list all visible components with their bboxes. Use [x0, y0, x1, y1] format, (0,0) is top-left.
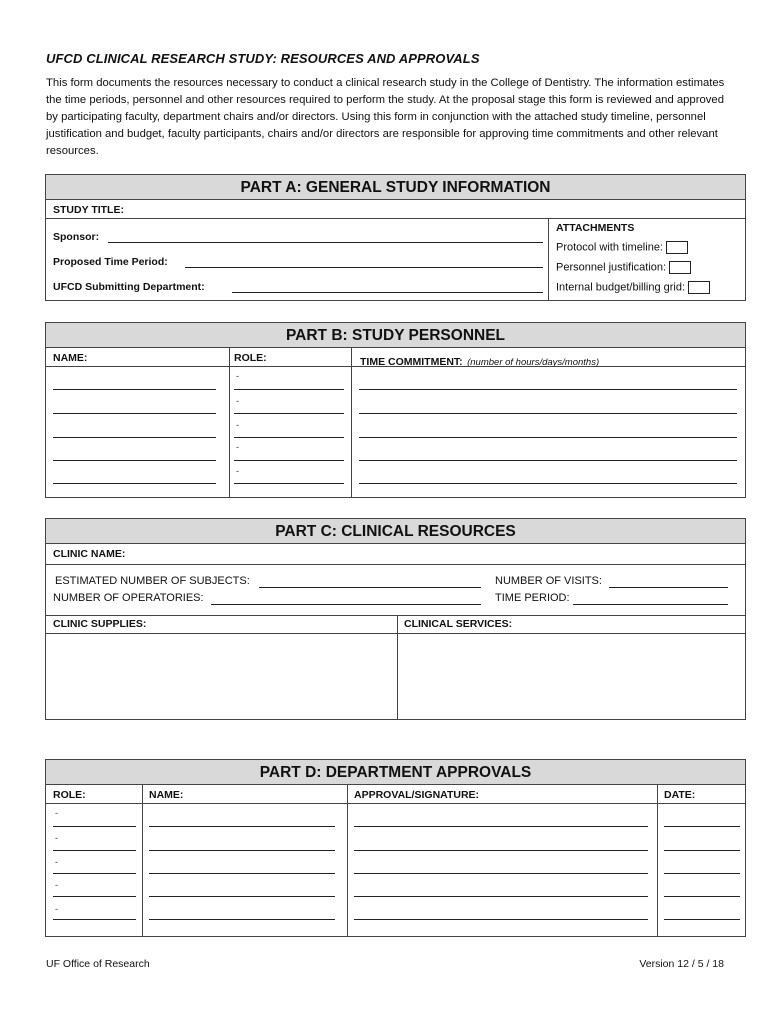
- personnel-time-field[interactable]: [359, 389, 737, 390]
- time-commitment-note: (number of hours/days/months): [467, 357, 600, 368]
- personnel-name-field[interactable]: [53, 483, 216, 484]
- role-bullet: -: [236, 371, 239, 381]
- subjects-label: ESTIMATED NUMBER OF SUBJECTS:: [55, 575, 250, 587]
- approval-role-field[interactable]: [53, 826, 136, 827]
- personnel-name-field[interactable]: [53, 413, 216, 414]
- approval-signature-field[interactable]: [354, 826, 648, 827]
- subjects-field[interactable]: [259, 587, 481, 588]
- attachment-personnel: [556, 261, 691, 274]
- operatories-field[interactable]: [211, 604, 481, 605]
- clinic-name-label: CLINIC NAME:: [53, 548, 126, 560]
- attachment-budget-label: Internal budget/billing grid:: [556, 281, 686, 294]
- approval-date-field[interactable]: [664, 919, 740, 920]
- time-period-field[interactable]: [185, 267, 543, 268]
- col-name-label: NAME:: [53, 352, 88, 364]
- col-role-label: ROLE:: [234, 352, 267, 364]
- approval-name-field[interactable]: [149, 919, 335, 920]
- sponsor-field[interactable]: [108, 242, 543, 243]
- clinic-supplies-area[interactable]: [47, 634, 396, 718]
- role-bullet: -: [55, 857, 58, 867]
- approval-date-field[interactable]: [664, 873, 740, 874]
- clinical-services-area[interactable]: [399, 634, 745, 718]
- approval-signature-field[interactable]: [354, 873, 648, 874]
- approval-role-field[interactable]: [53, 873, 136, 874]
- part-d-heading: PART D: DEPARTMENT APPROVALS: [46, 760, 745, 785]
- role-bullet: -: [236, 396, 239, 406]
- attachments-heading: ATTACHMENTS: [556, 222, 635, 234]
- personnel-name-field[interactable]: [53, 437, 216, 438]
- footer-left: UF Office of Research: [46, 958, 150, 970]
- study-title-label: STUDY TITLE:: [53, 204, 124, 216]
- visits-field[interactable]: [609, 587, 728, 588]
- attachment-protocol: [556, 241, 688, 254]
- approval-role-field[interactable]: [53, 850, 136, 851]
- personnel-time-field[interactable]: [359, 413, 737, 414]
- budget-checkbox[interactable]: [688, 281, 710, 294]
- approval-signature-field[interactable]: [354, 919, 648, 920]
- approval-name-label: NAME:: [149, 789, 184, 801]
- role-bullet: -: [55, 880, 58, 890]
- role-bullet: -: [55, 808, 58, 818]
- department-field[interactable]: [232, 292, 543, 293]
- part-a-section: [45, 174, 746, 301]
- approval-date-field[interactable]: [664, 896, 740, 897]
- part-c-heading: PART C: CLINICAL RESOURCES: [46, 519, 745, 544]
- role-bullet: -: [236, 442, 239, 452]
- approval-signature-field[interactable]: [354, 850, 648, 851]
- approval-date-label: DATE:: [664, 789, 696, 801]
- intro-paragraph: This form documents the resources necessary to conduct a clinical research study in the College of Dentistry. The information estimates the time periods, personnel and other resources required to perform the study. At the proposal stage this form is reviewed and approved by participating faculty, department chairs and/or directors. Using this form in conjunction with the attached study timeline, personnel justification and budget, faculty participants, chairs and/or directors are responsible for approving time commitments and other relevant resources.: [46, 77, 725, 157]
- role-bullet: -: [236, 466, 239, 476]
- personnel-checkbox[interactable]: [669, 261, 691, 274]
- personnel-role-field[interactable]: [234, 483, 344, 484]
- clinic-supplies-label: CLINIC SUPPLIES:: [53, 618, 147, 630]
- approval-name-field[interactable]: [149, 826, 335, 827]
- part-b-section: [45, 322, 746, 498]
- personnel-role-field[interactable]: [234, 460, 344, 461]
- approval-signature-field[interactable]: [354, 896, 648, 897]
- footer-version: Version 12 / 5 / 18: [639, 958, 724, 970]
- time-period-label: TIME PERIOD:: [495, 592, 570, 604]
- part-d-section: [45, 759, 746, 937]
- approval-date-field[interactable]: [664, 826, 740, 827]
- protocol-checkbox[interactable]: [666, 241, 688, 254]
- approval-date-field[interactable]: [664, 850, 740, 851]
- role-bullet: -: [55, 833, 58, 843]
- sponsor-label: Sponsor:: [53, 231, 100, 243]
- clinical-services-label: CLINICAL SERVICES:: [404, 618, 513, 630]
- department-label: UFCD Submitting Department:: [53, 281, 205, 293]
- approval-role-field[interactable]: [53, 919, 136, 920]
- personnel-role-field[interactable]: [234, 413, 344, 414]
- approval-role-label: ROLE:: [53, 789, 86, 801]
- role-bullet: -: [55, 904, 58, 914]
- form-title: UFCD CLINICAL RESEARCH STUDY: RESOURCES AND APPROVALS: [46, 51, 480, 66]
- personnel-time-field[interactable]: [359, 483, 737, 484]
- approval-signature-label: APPROVAL/SIGNATURE:: [354, 789, 480, 801]
- part-b-heading: PART B: STUDY PERSONNEL: [46, 323, 745, 348]
- personnel-name-field[interactable]: [53, 389, 216, 390]
- approval-name-field[interactable]: [149, 850, 335, 851]
- approval-name-field[interactable]: [149, 873, 335, 874]
- col-time-label: [360, 352, 599, 370]
- part-c-section: [45, 518, 746, 720]
- role-bullet: -: [236, 420, 239, 430]
- attachment-personnel-label: Personnel justification:: [556, 261, 667, 274]
- attachment-protocol-label: Protocol with timeline:: [556, 241, 663, 254]
- approval-name-field[interactable]: [149, 896, 335, 897]
- personnel-role-field[interactable]: [234, 389, 344, 390]
- time-commitment-label: TIME COMMITMENT:: [360, 356, 463, 368]
- personnel-role-field[interactable]: [234, 437, 344, 438]
- personnel-time-field[interactable]: [359, 437, 737, 438]
- part-a-heading: PART A: GENERAL STUDY INFORMATION: [46, 175, 745, 200]
- attachment-budget: [556, 281, 710, 294]
- personnel-name-field[interactable]: [53, 460, 216, 461]
- time-period-label: Proposed Time Period:: [53, 256, 168, 268]
- approval-role-field[interactable]: [53, 896, 136, 897]
- time-period-field[interactable]: [573, 604, 728, 605]
- operatories-label: NUMBER OF OPERATORIES:: [53, 592, 204, 604]
- personnel-time-field[interactable]: [359, 460, 737, 461]
- visits-label: NUMBER OF VISITS:: [495, 575, 602, 587]
